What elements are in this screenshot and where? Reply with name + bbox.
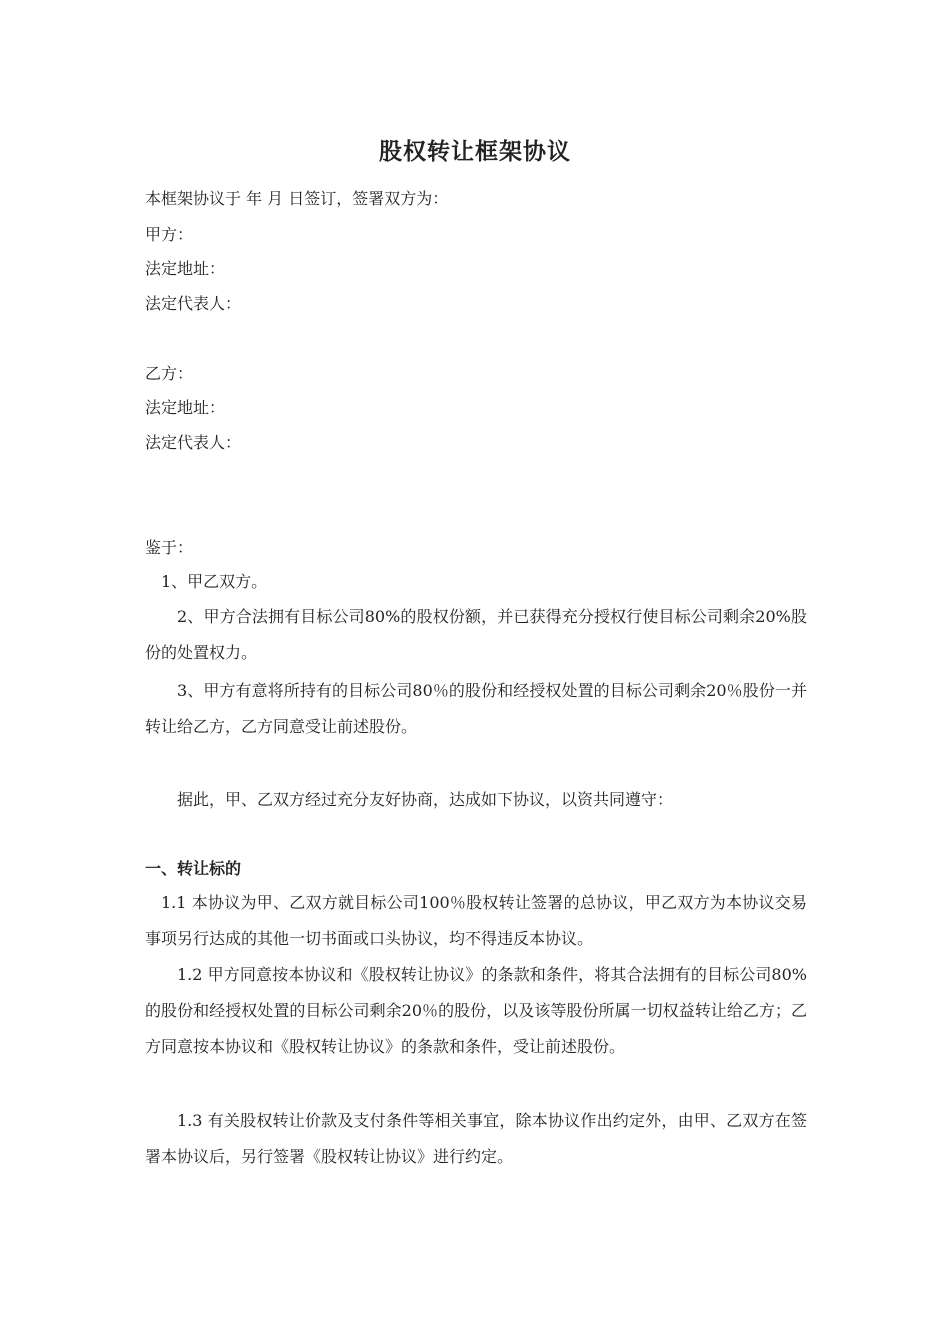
party-a-address: 法定地址： (145, 259, 226, 278)
party-a-rep: 法定代表人： (145, 294, 242, 313)
party-b-rep: 法定代表人： (145, 433, 242, 452)
whereas-item-2: 2、甲方合法拥有目标公司80%的股权份额，并已获得充分授权行使目标公司剩余20%股份的处置权力。 (145, 607, 807, 662)
clause-1-2: 1.2 甲方同意按本协议和《股权转让协议》的条款和条件，将其合法拥有的目标公司80%的股份和经授权处置的目标公司剩余20％的股份，以及该等股份所属一切权益转让给乙方；乙方同意按本协议和《股权转让协议》的条款和条件，受让前述股份。 (145, 965, 807, 1056)
intro-line: 本框架协议于 年 月 日签订，签署双方为： (145, 189, 449, 208)
whereas-item-3: 3、甲方有意将所持有的目标公司80％的股份和经授权处置的目标公司剩余20％股份一并转让给乙方，乙方同意受让前述股份。 (145, 681, 807, 736)
whereas-label: 鉴于： (145, 538, 194, 557)
section-1-heading: 一、转让标的 (145, 859, 242, 878)
clause-1-1: 1.1 本协议为甲、乙双方就目标公司100％股权转让签署的总协议，甲乙双方为本协议交易事项另行达成的其他一切书面或口头协议，均不得违反本协议。 (145, 893, 807, 948)
party-b-label: 乙方： (145, 364, 194, 383)
document-title: 股权转让框架协议 (379, 138, 571, 165)
party-a-label: 甲方： (145, 225, 194, 244)
accordingly-paragraph: 据此，甲、乙双方经过充分友好协商，达成如下协议，以资共同遵守： (177, 790, 674, 809)
clause-1-3: 1.3 有关股权转让价款及支付条件等相关事宜，除本协议作出约定外，由甲、乙双方在签署本协议后，另行签署《股权转让协议》进行约定。 (145, 1111, 807, 1166)
party-b-address: 法定地址： (145, 398, 226, 417)
whereas-item-1: 1、甲乙双方。 (161, 572, 268, 591)
